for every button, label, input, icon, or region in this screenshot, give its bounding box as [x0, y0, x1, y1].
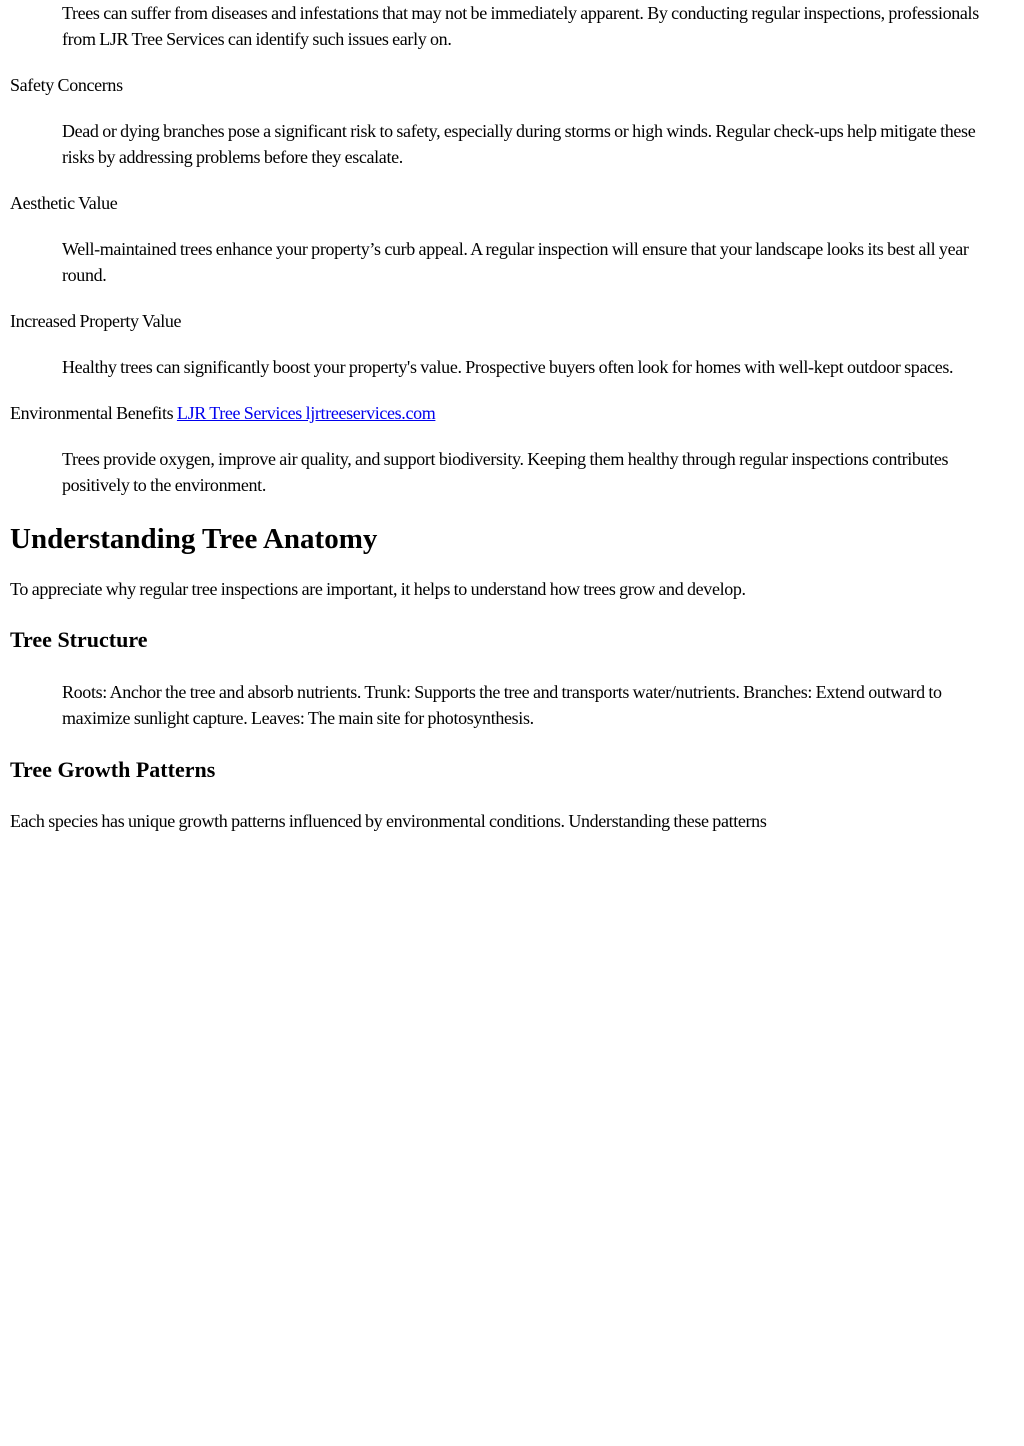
description-aesthetic-value: Well-maintained trees enhance your property’s curb appeal. A regular inspection will ensure that your landscape looks its best all year round. — [62, 239, 969, 285]
description-increased-property-value: Healthy trees can significantly boost your property's value. Prospective buyers often look for homes with well-kept outdoor spaces. — [62, 357, 954, 377]
term-increased-property-value: Increased Property Value — [10, 311, 182, 331]
tree-growth-patterns-text: Each species has unique growth patterns influenced by environmental conditions. Understanding these patterns — [10, 811, 767, 831]
term-aesthetic-value: Aesthetic Value — [10, 193, 118, 213]
term-safety-concerns: Safety Concerns — [10, 75, 123, 95]
term-environmental-benefits-row — [10, 400, 1014, 426]
term-environmental-benefits: Environmental Benefits — [10, 403, 174, 423]
subheading-tree-structure: Tree Structure — [10, 627, 148, 652]
tree-structure-text: Roots: Anchor the tree and absorb nutrients. Trunk: Supports the tree and transports water/nutrients. Branches: Extend outward to maximize sunlight capture. Leaves: The main site for photosynthesis. — [62, 682, 942, 728]
section-heading-tree-anatomy: Understanding Tree Anatomy — [10, 523, 378, 555]
description-safety-concerns: Dead or dying branches pose a significant risk to safety, especially during storms or high winds. Regular check-ups help mitigate these risks by addressing problems before they escalate. — [62, 121, 976, 167]
tree-anatomy-intro: To appreciate why regular tree inspections are important, it helps to understand how trees grow and develop. — [10, 579, 746, 599]
subheading-tree-growth-patterns: Tree Growth Patterns — [10, 757, 216, 782]
intro-description: Trees can suffer from diseases and infestations that may not be immediately apparent. By conducting regular inspections, professionals from LJR Tree Services can identify such issues early on. — [62, 3, 979, 49]
description-environmental-benefits: Trees provide oxygen, improve air quality, and support biodiversity. Keeping them healthy through regular inspections contributes positively to the environment. — [62, 449, 949, 495]
ljr-tree-services-link[interactable]: LJR Tree Services ljrtreeservices.com — [176, 403, 436, 423]
